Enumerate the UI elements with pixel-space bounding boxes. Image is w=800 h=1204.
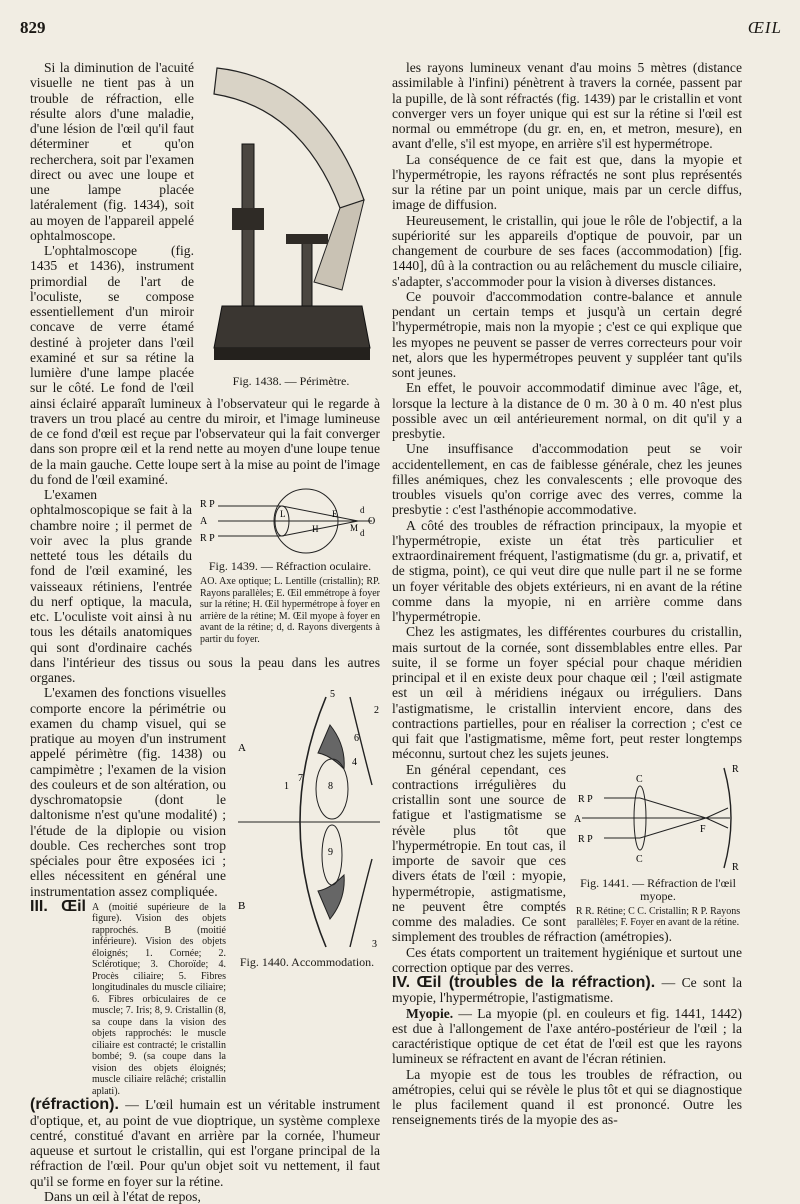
paragraph: Chez les astigmates, les différentes courbures du cristallin, mais surtout de la cornée, sont dissemblables entre elles. Par suite, il se forme un foyer spécial pour chaque méridien principal et il en existe deux pour chaque œil ; l'œil astigmate est un œil à méridiens inégaux ou irréguliers. Dans l'astigmatisme, le cristallin intervient encore, dans des contractions partielles, pour en réaliser la correction ; c'est ce qui fait que l'astigmatisme, même fort, peut rester longtemps méconnu, surtout chez les sujets jeunes. [392,624,742,762]
section-iv-heading [392,975,742,1006]
paragraph: Une insuffisance d'accommodation peut se voir accidentellement, en cas de faiblesse générale, chez les jeunes filles anémiques, chez les convalescents ; elle provoque des troubles visuels qu'on corrige avec des verres, comme la presbytie : c'est l'asthénopie accommodative. [392,441,742,518]
paragraph: L'ophtalmoscope (fig. 1435 et 1436), instrument primordial de l'art de l'oculiste, se compose essentiellement d'un miroir concave de verre étamé destiné à projeter dans l'œil examiné et sur sa rétine la lumière d'une lampe placée sur le côté. Le fond de l'œil ainsi éclairé apparaît lumineux à l'observateur qui le regarde à travers un trou placé au centre du miroir, et l'image lumineuse de ce fond d'œil est reçue par l'observateur qui la fait converger dans son propre œil et la rend nette au moyen d'une loupe tenue de la main gauche. Cette loupe sert à la mise au point de l'image du fond de l'œil examiné. [30,243,380,487]
label-c-top: C [636,773,643,785]
section-title: Œil (réfraction). [30,897,119,1114]
label-6: 6 [354,733,359,745]
page-header [20,18,782,40]
perimeter-illustration [202,60,380,372]
paragraph: Ces états comportent un traitement hygiénique et surtout une correction optique par des verres. [392,944,742,975]
label-c-bottom: C [636,853,643,865]
label-2: 2 [374,705,379,717]
left-column [30,60,380,1204]
fig-1439-caption: Fig. 1439. — Réfraction oculaire. [208,559,372,573]
label-m: M [350,523,359,533]
fig-1441-legend: R R. Rétine; C C. Cristallin; R P. Rayons parallèles; F. Foyer en avant de la rétine. [575,905,741,928]
section-number: IV. [392,974,411,991]
label-d-top: d [360,505,365,515]
label-rp-top: R P [200,499,215,510]
label-d-bottom: d [360,528,365,538]
label-o: O [368,516,376,527]
paragraph: L'examen des fonctions visuelles comporte encore la périmétrie ou examen du champ visuel, qui se pratique au moyen d'un instrument appelé périmètre (fig. 1438) ou campimètre ; l'examen de la vision des couleurs et de son altération, ou dyschromatopsie (dont le daltonisme n'est qu'une modalité) ; l'étude de la diplopie ou vision double. Ces recherches sont trop spéciales pour être exposées ici ; elles nécessitent en général une instrumentation assez compliquée. [30,685,226,899]
label-1: 1 [284,781,289,793]
label-l: L [280,509,286,519]
section-number: III. [30,897,48,915]
section-intro: — Ce sont la myopie, l'hypermétropie, l'astigmatisme. [392,975,742,1006]
label-a: A [574,813,582,825]
paragraph: Dans un œil à l'état de repos, [44,1188,201,1204]
paragraph: les rayons lumineux venant d'au moins 5 mètres (distance assimilable à l'infini) pénètrent à travers la cornée, passent par la pupille, de là sont réfractés (fig. 1439) par le cristallin et vont converger vers un foyer unique qui est sur la rétine si l'œil est normal ou emmétrope (du gr. en, en, et metron, mesure), en avant d'elle, s'il est myope, en arrière s'il est hypermétrope. [392,60,742,152]
fig-1440-caption: Fig. 1440. Accommodation. [239,955,375,970]
accommodation-diagram [234,685,380,953]
myopic-eye-diagram [574,762,742,874]
label-rp-bottom: R P [200,533,215,544]
paragraph: La myopie est de tous les troubles de réfraction, ou amétropies, celui qui se révèle le plus tôt et qui se diagnostique le plus facilement quand il est prononcé. Outre les renseignements tirés de la myopie des as- [392,1066,742,1128]
figure-1439 [200,487,380,645]
figure-1440 [234,685,380,969]
figure-1440-legend [92,899,226,1098]
paragraph: La conséquence de ce fait est que, dans la myopie et l'hypermétropie, les rayons réfractés ne sont plus représentés sur la rétine par un point unique, mais par un cercle diffus, image de diffusion. [392,151,742,213]
label-7: 7 [298,773,303,785]
label-e: E [332,509,338,519]
paragraph: L'examen ophtalmoscopique se fait à la chambre noire ; il permet de voir avec la plus grande netteté tous les détails du fond de l'œil examiné, les vaisseaux rétiniens, l'entrée du nerf optique, la macula, etc. L'oculiste voit ainsi à nu tous les détails anatomiques qui sont d'ordinaire cachés dans l'intérieur des tissus ou sous la peau dans les autres organes. [30,487,380,685]
paragraph: En général cependant, ces contractions irrégulières du cristallin sont une source de fatigue et l'astigmatisme se révèle plus tôt que l'hypermétropie. En tout cas, il importe de savoir que ces divers états de l'œil : myopie, hypermétropie, astigmatisme, ne peuvent être comptés comme des maladies. Ce sont simplement des troubles de réfraction (amétropies). [392,761,673,945]
running-title: ŒIL [747,18,782,37]
figure-1438 [202,60,380,395]
label-r-bottom: R [732,861,739,873]
section-intro: — L'œil humain est un véritable instrument d'optique, et, au point de vue dioptrique, un système complexe centré, constitué d'avant en arrière par la cornée, l'humeur aqueuse et surtout le cristallin, qui est l'organe principal de la réfraction de l'œil. Pour qu'un objet soit vu nettement, il faut qu'il se forme en foyer sur la rétine. [30,1097,380,1189]
myopie-paragraph [392,1006,742,1067]
label-3: 3 [372,939,377,951]
myopie-term: Myopie. [406,1005,454,1021]
label-a: A [238,742,246,755]
label-rp-bottom: R P [578,833,593,845]
paragraph: Heureusement, le cristallin, qui joue le rôle de l'objectif, a la supériorité sur les appareils d'optique de pouvoir, par un changement de courbure de ses faces (accommodation) [fig. 1440], dû à la contraction ou au relâchement du muscle ciliaire, s'adapter, s'accommoder pour la vision à diverses distances. [392,212,742,289]
right-column [392,60,742,1128]
paragraph: En effet, le pouvoir accommodatif diminue avec l'âge, et, lorsque la lecture à la distance de 0 m. 30 à 0 m. 40 n'est plus possible avec un œil antérieurement normal, on dit qu'il y a presbytie. [392,380,742,441]
fig-1439-legend: AO. Axe optique; L. Lentille (cristallin); RP. Rayons parallèles; E. Œil emmétrope à foyer sur la rétine; H. Œil hypermétrope à foyer en arrière de la rétine; M. Œil myope à foyer en avant de la rétine; d, d. Rayons divergents à partir du foyer. [200,576,380,645]
paragraph: A côté des troubles de réfraction principaux, la myopie et l'hypermétropie, existe un état très particulier et extraordinairement fréquent, l'astigmatisme (du gr. a, privatif, et de stigma, point), ce qui veut dire que nulle part il ne se forme un foyer véritable des objets extérieurs, ni en avant de la rétine comme dans la myopie, ni en arrière comme dans l'hypermétropie. [392,517,742,624]
myopie-text: — La myopie (pl. en couleurs et fig. 1441, 1442) est due à l'allongement de l'axe antéro-postérieur de l'œil ; la caractéristique optique de cet état de l'œil est que les rayons lumineux se réfractent en avant de l'écran rétinien. [392,1005,742,1067]
label-4: 4 [352,757,357,769]
label-b: B [238,900,246,913]
label-8: 8 [328,781,333,793]
label-5: 5 [330,689,335,701]
label-9: 9 [328,847,333,859]
page-number: 829 [20,18,46,37]
figure-1441 [574,762,742,929]
paragraph: Si la diminution de l'acuité visuelle ne tient pas à un trouble de réfraction, elle résulte alors d'une maladie, d'une lésion de l'œil qu'il faut déterminer et qu'on recherchera, soit par l'examen direct ou avec une loupe et une lampe placée latéralement (fig. 1434), soit au moyen de l'appareil appelé ophtalmoscope. [30,60,194,243]
fig-1441-caption: Fig. 1441. — Réfraction de l'œil myope. [580,875,736,903]
paragraph: Ce pouvoir d'accommodation contre-balance et annule pendant un certain temps et jusqu'à un certain degré l'hypermétropie, mais non la myopie ; c'est ce qui explique que les myopes ne peuvent se passer de verres correcteurs pour voir net, alors que les hypermétropes peuvent y suppléer tant qu'ils sont jeunes. [392,288,742,380]
label-h: H [312,524,319,534]
fig-1440-legend: A (moitié supérieure de la figure). Vision des objets rapprochés. B (moitié inférieure). Vision des objets éloignés; 1. Cornée; 2. Sclérotique; 3. Choroïde; 4. Procès ciliaire; 5. Fibres longitudinales du muscle ciliaire; 6. Fibres orbiculaires de ce muscle; 7. Iris; 8, 9. Cristallin (8, sa coupe dans la vision des objets rapprochés: le muscle ciliaire est contracté; le cristallin bombé; 9. (sa coupe dans la vision des objets éloignés; muscle ciliaire relâché; cristallin aplati). [92,901,226,1097]
section-title: Œil (troubles de la réfraction). [416,974,656,991]
label-f: F [700,823,706,835]
label-r-top: R [732,763,739,775]
label-a: A [200,516,208,527]
ocular-refraction-diagram [200,487,380,557]
label-rp-top: R P [578,793,593,805]
fig-1438-caption: Fig. 1438. — Périmètre. [232,374,350,388]
